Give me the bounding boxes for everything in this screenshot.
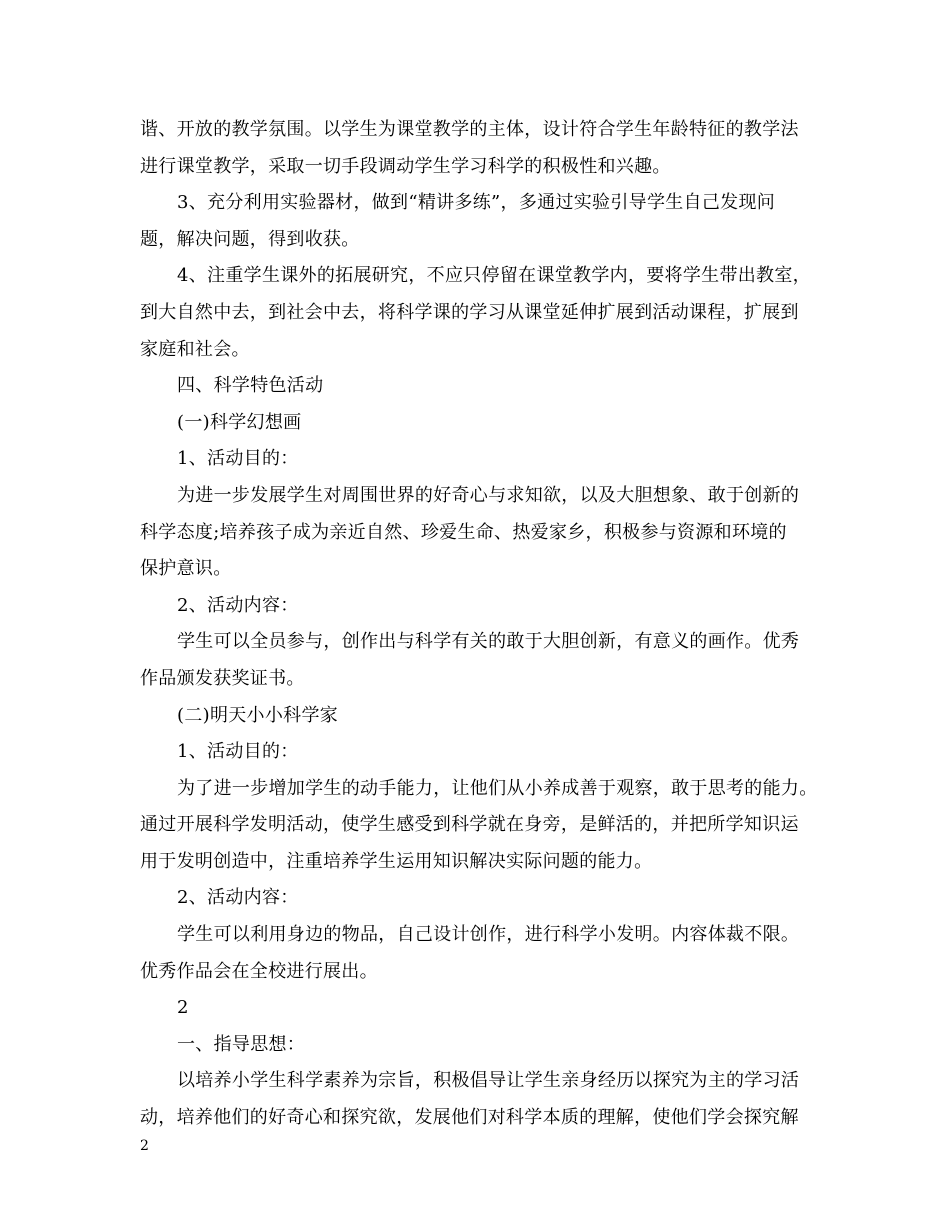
body-text-line: (一)科学幻想画: [177, 411, 302, 433]
body-text-line: 为进一步发展学生对周围世界的好奇心与求知欲，以及大胆想象、敢于创新的: [177, 484, 800, 506]
body-text-line: 学生可以全员参与，创作出与科学有关的敢于大胆创新，有意义的画作。优秀: [177, 631, 800, 653]
body-text-line: 学生可以利用身边的物品，自己设计创作，进行科学小发明。内容体裁不限。: [177, 924, 800, 946]
body-text-line: 优秀作品会在全校进行展出。: [140, 960, 378, 982]
body-text-line: 通过开展科学发明活动，使学生感受到科学就在身旁，是鲜活的，并把所学知识运: [140, 814, 799, 836]
body-text-line: 作品颁发获奖证书。: [140, 667, 305, 689]
body-text-line: 3、充分利用实验器材，做到“精讲多练”，多通过实验引导学生自己发现问: [177, 192, 776, 214]
body-text-line: 四、科学特色活动: [177, 375, 324, 397]
body-text-line: 保护意识。: [140, 558, 232, 580]
body-text-line: 用于发明创造中，注重培养学生运用知识解决实际问题的能力。: [140, 850, 653, 872]
body-text-line: 科学态度;培养孩子成为亲近自然、珍爱生命、热爱家乡，积极参与资源和环境的: [140, 521, 787, 543]
document-body: [140, 112, 820, 1137]
body-text-line: 4、注重学生课外的拓展研究，不应只停留在课堂教学内，要将学生带出教室，: [177, 265, 811, 287]
body-text-line: 进行课堂教学，采取一切手段调动学生学习科学的积极性和兴趣。: [140, 155, 671, 177]
body-text-line: 为了进一步增加学生的动手能力，让他们从小养成善于观察，敢于思考的能力。: [177, 777, 818, 799]
body-text-line: 动，培养他们的好奇心和探究欲，发展他们对科学本质的理解，使他们学会探究解: [140, 1107, 799, 1129]
body-text-line: 到大自然中去，到社会中去，将科学课的学习从课堂延伸扩展到活动课程，扩展到: [140, 301, 799, 323]
body-text-line: 2: [177, 997, 189, 1019]
body-text-line: 以培养小学生科学素养为宗旨，积极倡导让学生亲身经历以探究为主的学习活: [177, 1070, 800, 1092]
body-text-line: (二)明天小小科学家: [177, 704, 339, 726]
body-text-line: 1、活动目的：: [177, 741, 299, 763]
body-text-line: 谐、开放的教学氛围。以学生为课堂教学的主体，设计符合学生年龄特征的教学法: [140, 119, 799, 140]
body-text-line: 2、活动内容：: [177, 887, 299, 909]
body-text-line: 1、活动目的：: [177, 448, 299, 470]
body-text-line: 题，解决问题，得到收获。: [140, 228, 360, 250]
body-text-line: 一、指导思想：: [177, 1033, 306, 1055]
body-text-line: 家庭和社会。: [140, 338, 250, 360]
body-text-line: 2、活动内容：: [177, 594, 299, 616]
footer-page-number: 2: [140, 1138, 149, 1154]
